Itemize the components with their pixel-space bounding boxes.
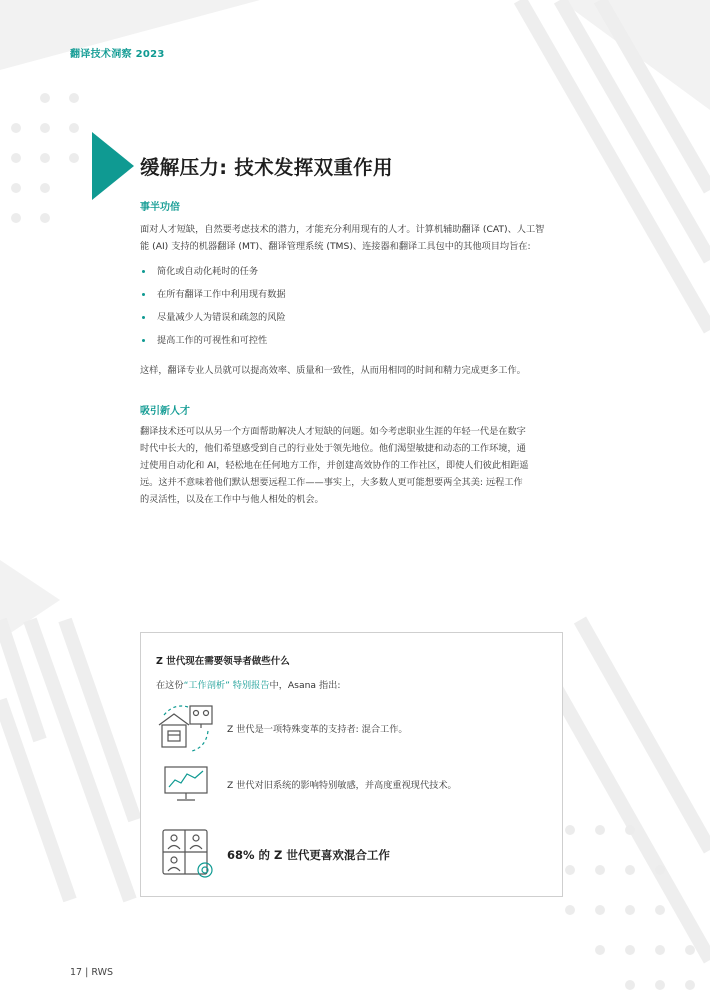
hybrid-work-icon (156, 703, 216, 755)
intro-prefix: 在这份 (156, 680, 184, 691)
intro-suffix: 中，Asana 指出: (269, 680, 341, 691)
body-line: 过使用自动化和 AI，轻松地在任何地方工作，并创建高效协作的工作社区，即使人们彼此相距遥 (140, 460, 529, 471)
list-item-text: 尽量减少人为错误和疏忽的风险 (157, 312, 286, 323)
intro-line: 面对人才短缺，自然要考虑技术的潜力，才能充分利用现有的人才。计算机辅助翻译 (CAT)、人工智 (140, 224, 545, 235)
report-link[interactable]: “工作剖析” 特别报告 (183, 680, 270, 691)
callout-title: Z 世代现在需要领导者做些什么 (156, 656, 290, 667)
title-triangle-marker (92, 132, 134, 200)
list-item (142, 311, 286, 334)
list-item (142, 288, 286, 311)
list-item (142, 265, 286, 288)
section1-intro (140, 221, 570, 255)
section-heading-efficiency: 事半功倍 (140, 202, 180, 213)
bullet-dot-icon (142, 293, 145, 296)
callout-item-text: Z 世代是一项特殊变革的支持者: 混合工作。 (227, 724, 408, 735)
bullet-dot-icon (142, 339, 145, 342)
running-header: 翻译技术洞察 2023 (70, 49, 165, 60)
footer-separator: | (85, 967, 89, 978)
section2-body (140, 423, 570, 508)
body-line: 的灵活性，以及在工作中与他人相处的机会。 (140, 494, 324, 505)
section-heading-talent: 吸引新人才 (140, 406, 190, 417)
page-footer (70, 967, 113, 978)
callout-stat: 68% 的 Z 世代更喜欢混合工作 (227, 848, 390, 862)
callout-item-text: Z 世代对旧系统的影响特别敏感，并高度重视现代技术。 (227, 780, 457, 791)
body-line: 时代中长大的，他们希望感受到自己的行业处于领先地位。他们渴望敏捷和动态的工作环境，通 (140, 443, 526, 454)
brand-name: RWS (91, 967, 113, 978)
list-item-text: 简化或自动化耗时的任务 (157, 266, 259, 277)
bullet-dot-icon (142, 316, 145, 319)
bullet-dot-icon (142, 270, 145, 273)
intro-line: 能 (AI) 支持的机器翻译 (MT)、翻译管理系统 (TMS)、连接器和翻译工具包中的其他项目均旨在: (140, 241, 531, 252)
callout-intro (156, 677, 340, 691)
list-item (142, 334, 286, 357)
monitor-chart-icon (163, 765, 211, 803)
list-item-text: 在所有翻译工作中利用现有数据 (157, 289, 286, 300)
section1-conclusion: 这样，翻译专业人员就可以提高效率、质量和一致性，从而用相同的时间和精力完成更多工作。 (140, 365, 526, 376)
video-call-icon (161, 828, 217, 884)
body-line: 远。这并不意味着他们默认想要远程工作——事实上，大多数人更可能想要两全其美: 远程工作 (140, 477, 523, 488)
callout-box (140, 632, 563, 897)
list-item-text: 提高工作的可视性和可控性 (157, 335, 268, 346)
page-title: 缓解压力: 技术发挥双重作用 (140, 156, 393, 179)
page-number: 17 (70, 967, 83, 978)
benefit-list (142, 265, 286, 357)
body-line: 翻译技术还可以从另一个方面帮助解决人才短缺的问题。如今考虑职业生涯的年轻一代是在数字 (140, 426, 526, 437)
